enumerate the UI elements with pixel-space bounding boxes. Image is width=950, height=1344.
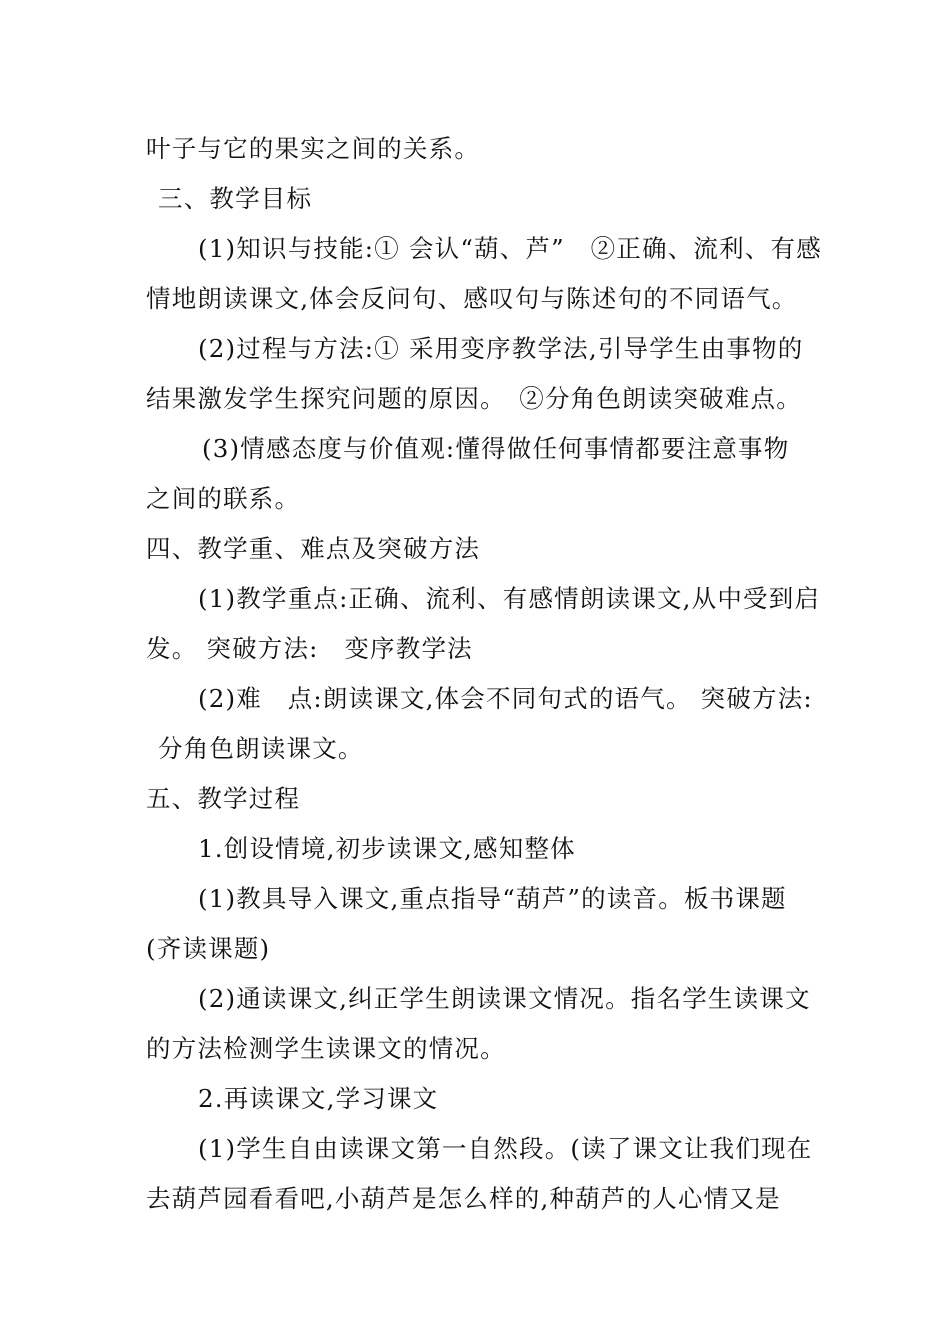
text-line: (2)通读课文,纠正学生朗读课文情况。指名学生读课文 xyxy=(198,984,811,1013)
text-line: 情地朗读课文,体会反问句、感叹句与陈述句的不同语气。 xyxy=(146,284,798,313)
text-line: (2)过程与方法:① 采用变序教学法,引导学生由事物的 xyxy=(198,334,804,363)
text-line: 2.再读课文,学习课文 xyxy=(198,1084,439,1113)
text-line: (1)教学重点:正确、流利、有感情朗读课文,从中受到启 xyxy=(198,584,821,613)
text-line: (3)情感态度与价值观:懂得做任何事情都要注意事物 xyxy=(202,434,790,463)
text-line: 叶子与它的果实之间的关系。 xyxy=(146,134,481,163)
text-line: 去葫芦园看看吧,小葫芦是怎么样的,种葫芦的人心情又是 xyxy=(146,1184,781,1213)
text-line: (2)难 点:朗读课文,体会不同句式的语气。 突破方法: xyxy=(198,684,813,713)
text-line: 分角色朗读课文。 xyxy=(158,734,364,763)
text-line: (齐读课题) xyxy=(146,934,271,963)
section-heading-process: 五、教学过程 xyxy=(146,784,301,813)
text-line: (1)学生自由读课文第一自然段。(读了课文让我们现在 xyxy=(198,1134,813,1163)
text-line: 的方法检测学生读课文的情况。 xyxy=(146,1034,506,1063)
text-line: (1)教具导入课文,重点指导“葫芦”的读音。板书课题 xyxy=(198,884,787,913)
section-heading-key-points: 四、教学重、难点及突破方法 xyxy=(146,534,481,563)
section-heading-objectives: 三、教学目标 xyxy=(158,184,313,213)
text-line: 1.创设情境,初步读课文,感知整体 xyxy=(198,834,576,863)
text-line: 之间的联系。 xyxy=(146,484,301,513)
text-line: (1)知识与技能:① 会认“葫、芦” ②正确、流利、有感 xyxy=(198,234,822,263)
text-line: 结果激发学生探究问题的原因。 ②分角色朗读突破难点。 xyxy=(146,384,802,413)
text-line: 发。 突破方法: 变序教学法 xyxy=(146,634,473,663)
